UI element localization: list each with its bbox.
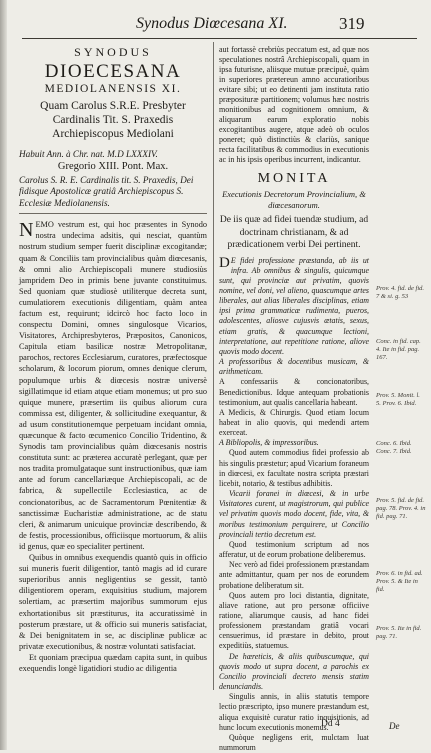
left-paragraph-1: EMO vestrum est, qui hoc præsentes in Synodo nostra undecima adsitis, qui nesciat, quantùm nostrum studium semper fuerit disciplinæ excogitandæ; quam & Conciliis tam provincialibus quàm diœcesanis, & omni alio Archiepiscopali munere studiosiùs jampridem Deo in primis bene juvante constituimus. Sed quoniam quæ studiosè utiliterque decreta sunt, cumulatiorem executionis diligentiam, quàm antea factum est, requirunt; idcircò hoc facto loco in conspectu Domini, omnes singulosque Vicarios, Visitatores, Archipresbyteros, Præpositos, Canonicos, Capitula etiam basilicæ nostræ Metropolitanæ, parochos, rectores Ecclesiarum, curatores, præfectosque scholarum, & locorum piorum, omnes denique clerum, populumque urbis & diœcesis nostræ universè sigillatimque id etiam atque etiam monemus; ut pro suo quique munere, præsertim iis quibus aliorum cura commissa est, diligenter, & sollicitudine exequantur, & ad usum constitutionemque perpetuam incidant omnia, quæcunque & facto œcumenico Concilio Tridentino, & Synodis tam provincialibus quàm diœcesanis nostris constituta sunt: ac præterea accuratè perlegant, quæ per nos tradita promulgataque sunt instructionibus, quæ iam ante ad forum cancellariæque Archiepiscopali, ac de fabrica, & supellectile Ecclesiastica, ac de concionatoribus, ac de Sacramentorum Pœnitentiæ & sanctissimæ Eucharistiæ administratione, ac de statu cleri, & animarum unicuique provinciæ describendo, & de festis, processionibus, officiisque mortuorum, & aliis id genus, quæ eo specialiter pertinent. bbox=[19, 220, 207, 551]
title-dioecesana: DIOECESANA bbox=[19, 60, 207, 83]
margin-note-1: Prov. 4. fid. de fid. 7 & si. g. 53 bbox=[376, 285, 426, 301]
header-rule bbox=[22, 38, 417, 39]
margin-note-4: Conc. 6. Ibid. Conc. 7. Ibid. bbox=[376, 440, 426, 456]
right-paragraph-12: Singulis annis, in aliis statutis tempore lectio præscripto, ipso munere præstandum est, aliqua exquisitè curatur ratio inquisitionis, ad hunc locum executionis monemus. bbox=[219, 692, 369, 733]
drop-cap-d: D bbox=[219, 256, 230, 271]
right-paragraph-7: Vicarii foranei in diœcesi, & in urbe Visitatores curent, ut magistrorum, qui publice vel privatim quovis modo docent, fide, vita, & moribus testimonium perquirere, ut Concilio provinciali tertio decretum est. bbox=[219, 489, 369, 540]
right-paragraph-6: Quod autem commodius fidei professio ab his singulis præstetur; apud Vicarium foraneum in diœcesi, ex facultate nostra scripta præstari licebit, notario, & testibus adhibitis. bbox=[219, 448, 369, 489]
margin-note-3: Prov. 5. Monit. l. 5. Prov. 6. Ibid. bbox=[376, 392, 426, 408]
left-paragraph-2: Quibus in omnibus exequendis quantò quis in officio sui muneris fuerit diligentior, tantò magis ad id curare superioribus annis negligentius se gessit, tantò diligentiorem operam, exquisitius studium, majorem solertiam, ac præsertim majoribus summorum ejus exhortationibus sit præstiturus, ita accuratissimè in posterum præstare, ut & officio sui muneris satisfaciat, & Dei benignitatem in se, ac disciplinæ publicæ ac privatæ executionibus, & nostræ voluntati satisfaciat. bbox=[19, 552, 207, 652]
right-paragraph-1: E fidei professione præstanda, ab iis ut infra. Ab omnibus & singulis, quicumque sunt, qui provinciæ aut privatim, quovis nomine, vel doni, vel alieno, quascumque artes liberales, aut alias liberales disciplinas, etiam ipsi prima grammaticæ rudimenta, pueros, adolescentes, aliosve cujusvis ætatis, sexus, etiam gratis, & quacumque lectioni, interpretatione, aut repetitione ratione, aliove quovis modo docent. bbox=[219, 256, 369, 356]
habita-line: Habuit Ann. à Chr. nat. M.D LXXXIV. bbox=[19, 149, 207, 159]
de-iis-heading: De iis quæ ad fidei tuendæ studium, ad doctrinam christianam, & ad prædicationem verbi Dei pertinent. bbox=[219, 214, 369, 252]
catchword: De bbox=[389, 721, 400, 731]
right-column bbox=[219, 45, 369, 753]
margin-note-5: Prov. 5. fid. de fid. pag. 78. Prov. 4. in fid. pag. 71. bbox=[376, 497, 426, 520]
right-paragraph-2: A professoribus & docentibus musicam, & arithmeticam. bbox=[219, 357, 369, 377]
title-synodus: SYNODUS bbox=[19, 45, 207, 60]
left-column bbox=[19, 41, 207, 674]
marginal-notes bbox=[376, 0, 426, 700]
right-paragraph-10: Quos autem pro loci distantia, dignitate, aliave ratione, aut pro personæ officiive ratione, aliarumque causis, ad hanc fidei professionem præstandam gratiâ vocari censuerimus, id præstare in debito, prout expeditiùs, statuemus. bbox=[219, 591, 369, 652]
pope-line: Gregorio XIII. Pont. Max. bbox=[19, 161, 207, 172]
binding-gutter bbox=[0, 0, 7, 750]
column-rule bbox=[213, 42, 214, 690]
right-paragraph-3: A confessariis & concionatoribus, Benedictionibus. Idque antequam probationis testimonium, aut qualis cancellaria habeant. bbox=[219, 377, 369, 407]
title-paragraph: Quam Carolus S.R.E. Presbyter Cardinalis Tit. S. Praxedis Archiepiscopus Mediolani bbox=[19, 99, 207, 141]
title-separator bbox=[19, 213, 207, 214]
right-paragraph-11: De hæreticis, & aliis quibuscumque, qui quovis modo ut supra docent, a parochis ex Concilio provinciali decreto mensis statim denunciandis. bbox=[219, 652, 369, 693]
right-paragraph-8: Quod testimonium scriptum ad nos afferatur, ut de eorum probatione deliberemus. bbox=[219, 540, 369, 560]
right-paragraph-4: A Medicis, & Chirurgis. Quod etiam locum habeat in alio quovis, qui medendi artem exerceat. bbox=[219, 408, 369, 438]
title-mediolanensis: MEDIOLANENSIS XI. bbox=[19, 83, 207, 95]
margin-note-6: Prov. 6. in fid. ad. Prov. 5. & Ite in fid. bbox=[376, 570, 426, 593]
carolus-title: Carolus S. R. E. Cardinalis tit. S. Praxedis, Dei fidisque Apostolicæ gratiâ Archiepiscopus S. Ecclesiæ Mediolanensis. bbox=[19, 175, 207, 209]
left-paragraph-3: Et quoniam præcipua quædam capita sunt, in quibus exequendis longè ligatidiori studio ac diligentia bbox=[19, 652, 207, 674]
right-paragraph-5: A Bibliopolis, & impressoribus. bbox=[219, 438, 369, 448]
signature-mark: Dd 4 bbox=[321, 719, 340, 729]
margin-note-2: Conc. in fid. cap. 4. Ite in fid. pag. 167. bbox=[376, 338, 426, 361]
running-title: Synodus Diœcesana XI. bbox=[136, 15, 288, 33]
monita-heading: MONITA bbox=[219, 171, 369, 187]
right-body bbox=[219, 256, 369, 753]
right-top-text: aut fortassè crebriùs peccatum est, ad quæ nos speculationes nostrâ Archiepiscopali, quam in ipsa futurisne, aliisque mutuæ præcipuè, quàm in superiores prætereun amno accuratioribus evitare sibi; ut eo detinenti jam instituta ratio præposituræ partitionem; volumus hæc nostris monitionibus ad cognitionem omnium, & aliquarum earum exploratio nobis excogitantibus augere, atque adeò ob oculos poneret; quò distinctiùs & clariùs, sanique recta facilitatibus & commodius in executionis ac in his ipsis operibus incurrent, indicantur. bbox=[219, 45, 369, 165]
right-paragraph-9: Nec verò ad fidei professionem præstandam ante admittantur, quam per nos de eorundem probatione deliberatum sit. bbox=[219, 560, 369, 590]
page-number: 319 bbox=[339, 14, 365, 34]
executionis-subtitle: Executionis Decretorum Provincialium, & diœcesanorum. bbox=[219, 189, 369, 211]
right-paragraph-13: Quòque negligens erit, mulctam luat nummorum bbox=[219, 733, 369, 753]
drop-cap-n: N bbox=[19, 221, 33, 239]
margin-note-7: Prov. 5. Ite in fid. pag. 71. bbox=[376, 625, 426, 641]
left-body bbox=[19, 219, 207, 674]
